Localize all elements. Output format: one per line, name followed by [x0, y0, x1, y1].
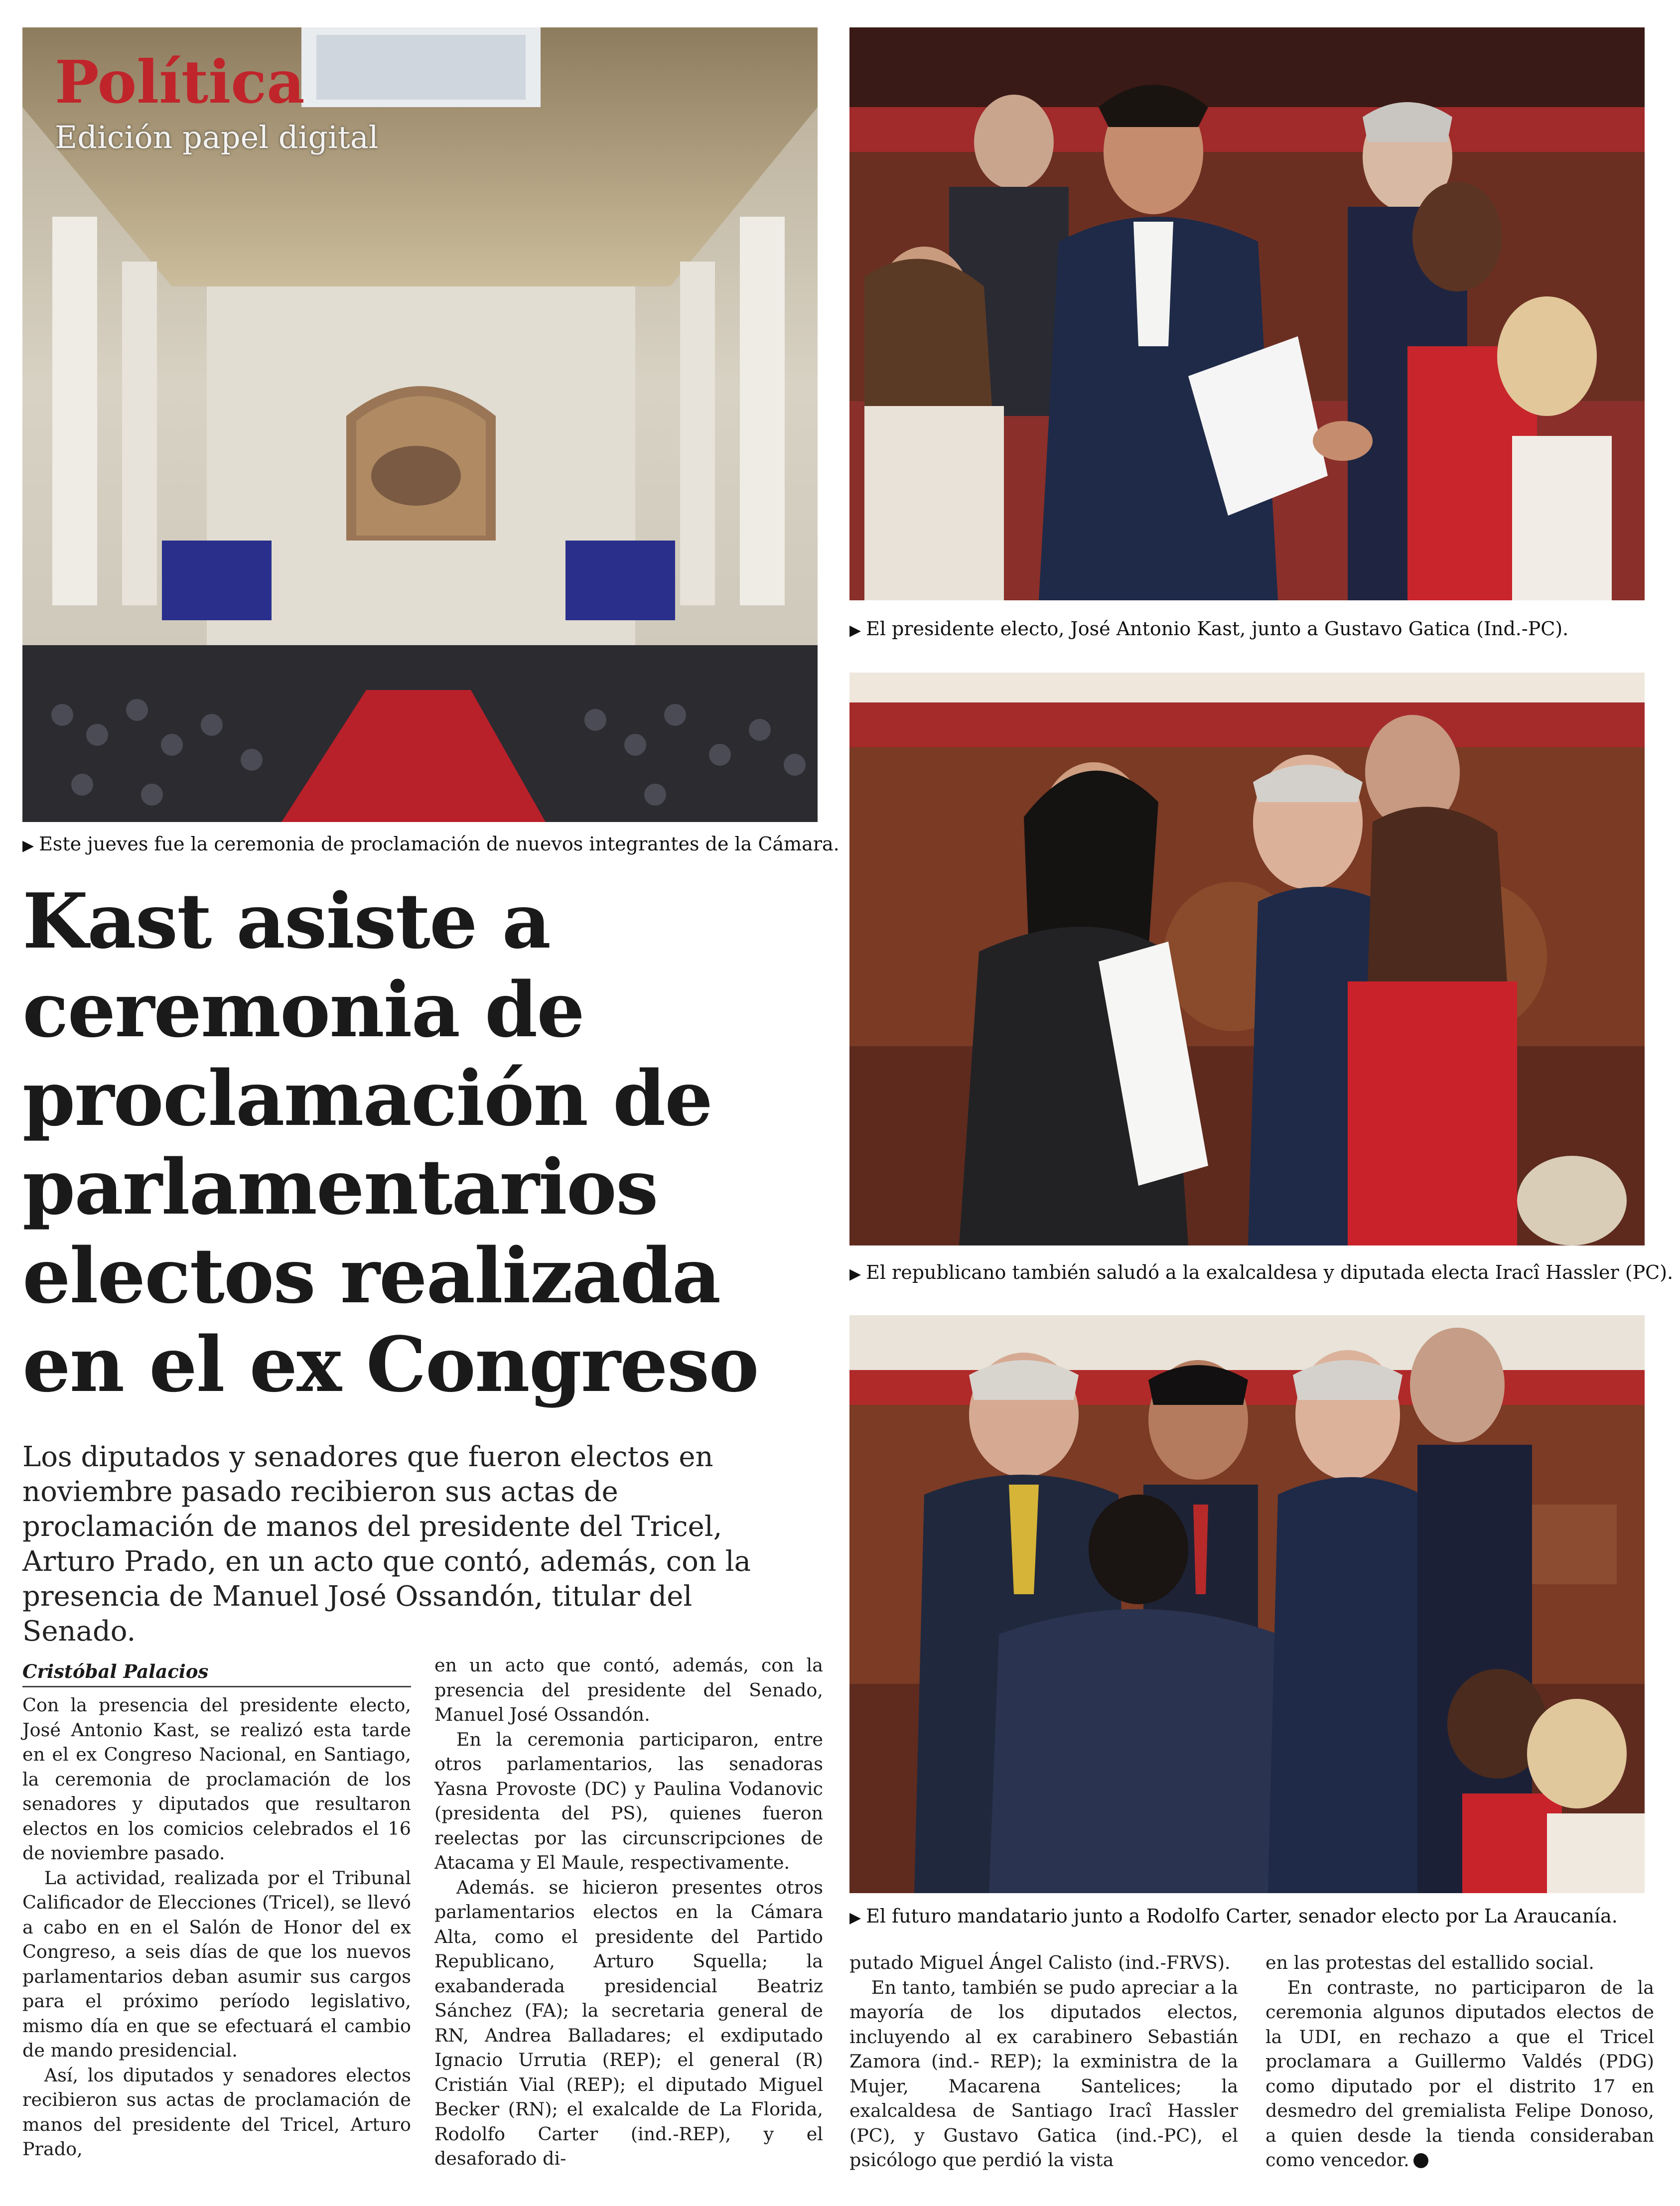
photo-kast-hassler: [849, 673, 1645, 1245]
article-column-4: [1265, 1950, 1654, 2173]
article-column-3: [849, 1950, 1238, 2173]
article-deck: Los diputados y senadores que fueron electos en noviembre pasado recibieron sus actas de proclamación de manos del presidente del Tricel, Arturo Prado, en un acto que contó, además, con la presencia de Manuel José Ossandón, titular del Senado.: [22, 1441, 751, 1648]
caption-hall: [22, 832, 840, 858]
paragraph: [1265, 1975, 1654, 2173]
photo-kast-gatica: [849, 27, 1645, 600]
caption-arrow-icon: ▶: [849, 622, 861, 639]
caption-gatica-text: El presidente electo, José Antonio Kast, junto a Gustavo Gatica (Ind.-PC).: [866, 618, 1569, 640]
paragraph: putado Miguel Ángel Calisto (ind.-FRVS).: [849, 1952, 1231, 1973]
paragraph-text: En contraste, no participaron de la ceremonia algunos diputados electos de la UDI, en rechazo a que el Tricel proclamara a Guillermo Valdés (PDG) como diputado por el distrito 17 en desmedro del gremialista Felipe Donoso, a quien desde la tienda consideraban como vencedor.: [1265, 1976, 1654, 2171]
caption-carter: [849, 1904, 1618, 1930]
article-column-1: [22, 1693, 411, 2162]
paragraph: Así, los diputados y senadores electos recibieron sus actas de proclamación de manos del presidente del Tricel, Arturo Prado,: [22, 2064, 411, 2160]
section-label: Política: [55, 47, 305, 117]
paragraph: Con la presencia del presidente electo, José Antonio Kast, se realizó esta tarde en el ex Congreso Nacional, en Santiago, la ceremonia de proclamación de los senadores y diputados que resultaron electos en los comicios celebrados el 16 de noviembre pasado.: [22, 1694, 411, 1864]
article-column-2: [434, 1653, 823, 2171]
caption-hassler-text: El republicano también saludó a la exalcaldesa y diputada electa Iracî Hassler (PC).: [866, 1261, 1674, 1283]
paragraph: En la ceremonia participaron, entre otros parlamentarios, las senadoras Yasna Provoste (DC) y Paulina Vodanovic (presidenta del PS), quienes fueron reelectas por las circunscripciones de Atacama y El Maule, respectivamente.: [434, 1728, 823, 1873]
paragraph: en las protestas del estallido social.: [1265, 1952, 1594, 1973]
caption-arrow-icon: ▶: [22, 837, 34, 854]
caption-arrow-icon: ▶: [849, 1909, 861, 1927]
caption-gatica: [849, 617, 1568, 643]
caption-carter-text: El futuro mandatario junto a Rodolfo Carter, senador electo por La Araucanía.: [866, 1905, 1618, 1927]
paragraph: La actividad, realizada por el Tribunal Calificador de Elecciones (Tricel), se llevó a cabo en en el Salón de Honor del ex Congreso, a seis días de que los nuevos parlamentarios deban asumir sus cargos para el próximo período legislativo, mismo día en que se efectuará el cambio de mando presidencial.: [22, 1867, 411, 2061]
paragraph: En tanto, también se pudo apreciar a la mayoría de los diputados electos, incluyendo al ex carabinero Sebastián Zamora (ind.- REP); la exministra de la Mujer, Macarena Santelices; la exalcaldesa de Santiago Iracî Hassler (PC), y Gustavo Gatica (ind.-PC), el psicólogo que perdió la vista: [849, 1976, 1238, 2171]
caption-hall-text: Este jueves fue la ceremonia de proclamación de nuevos integrantes de la Cámara.: [39, 833, 840, 855]
article-headline: Kast asiste a ceremonia de proclamación de parlamentarios electos realizada en el ex Congreso: [22, 876, 758, 1409]
byline: Cristóbal Palacios: [22, 1660, 411, 1687]
caption-hassler: [849, 1260, 1673, 1286]
photo-kast-carter: [849, 1315, 1645, 1893]
caption-arrow-icon: ▶: [849, 1265, 861, 1283]
end-of-article-icon: [1413, 2153, 1428, 2168]
paragraph: en un acto que contó, además, con la presencia del presidente del Senado, Manuel José Ossandón.: [434, 1654, 823, 1725]
edition-label: Edición papel digital: [55, 119, 379, 155]
paragraph: Además. se hicieron presentes otros parlamentarios electos en la Cámara Alta, como el presidente del Partido Republicano, Arturo Squella; la exabanderada presidencial Beatriz Sánchez (FA); la secretaria general de RN, Andrea Balladares; el exdiputado Ignacio Urrutia (REP); el general (R) Cristián Vial (REP); el diputado Miguel Becker (RN); el exalcalde de La Florida, Rodolfo Carter (ind.-REP), y el desaforado di-: [434, 1876, 823, 2169]
